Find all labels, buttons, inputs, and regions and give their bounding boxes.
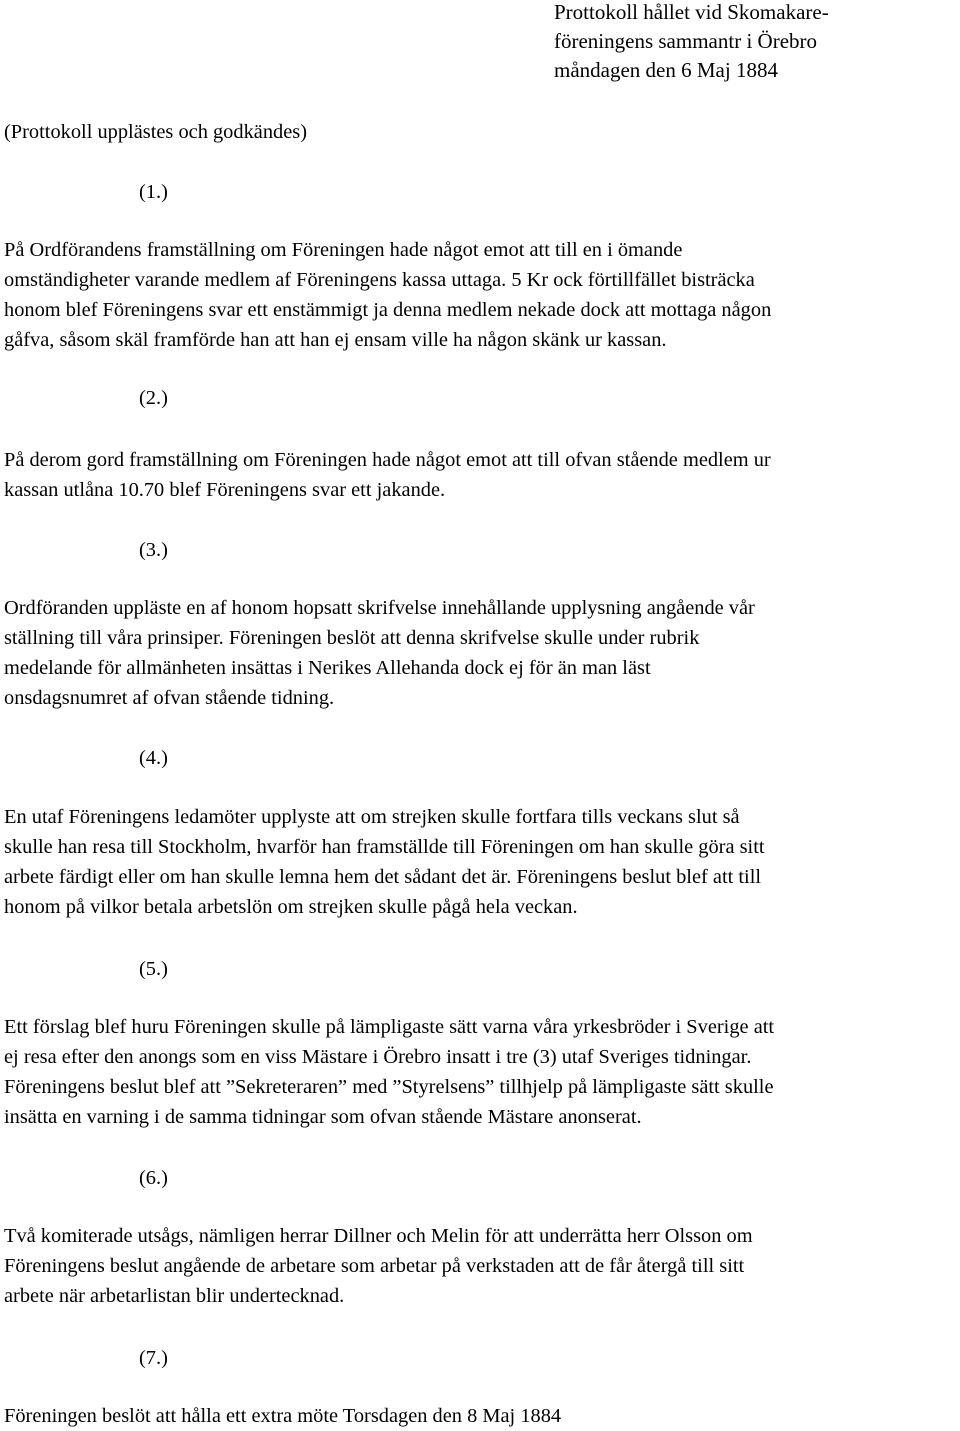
section-3-line-4: onsdagsnumret af ofvan stående tidning.	[4, 687, 335, 709]
section-text-7	[4, 1401, 958, 1431]
section-1-line-3: honom blef Föreningens svar ett enstämmigt ja denna medlem nekade dock att mottaga någon	[4, 299, 772, 321]
section-number-2: (2.)	[139, 387, 168, 409]
section-3-line-2: ställning till våra prinsiper. Föreningen beslöt att denna skrifvelse skulle under rubrik	[4, 627, 700, 649]
section-number-5: (5.)	[139, 958, 168, 980]
section-text-4	[4, 802, 958, 922]
header-line-3: måndagen den 6 Maj 1884	[554, 58, 778, 82]
section-number-4: (4.)	[139, 747, 168, 769]
section-number-1: (1.)	[139, 181, 168, 203]
section-5-line-3: Föreningens beslut blef att ”Sekreteraren” med ”Styrelsens” tillhjelp på lämpligaste sätt skulle	[4, 1076, 774, 1098]
section-4-line-3: arbete färdigt eller om han skulle lemna hem det sådant det är. Föreningens beslut blef att till	[4, 866, 762, 888]
section-text-6	[4, 1221, 958, 1311]
section-text-2	[4, 445, 958, 505]
section-2-line-2: kassan utlåna 10.70 blef Föreningens svar ett jakande.	[4, 479, 446, 501]
section-2-line-1: På derom gord framställning om Föreningen hade något emot att till ofvan stående medlem ur	[4, 449, 771, 471]
section-6-line-3: arbete när arbetarlistan blir undertecknad.	[4, 1285, 345, 1307]
intro-note: (Prottokoll upplästes och godkändes)	[4, 121, 307, 143]
section-5-line-4: insätta en varning i de samma tidningar som ofvan stående Mästare anonserat.	[4, 1106, 642, 1128]
document-header	[554, 0, 954, 85]
section-5-line-1: Ett förslag blef huru Föreningen skulle på lämpligaste sätt varna våra yrkesbröder i Sverige att	[4, 1016, 775, 1038]
section-5-line-2: ej resa efter den anongs som en viss Mästare i Örebro insatt i tre (3) utaf Sveriges tidningar.	[4, 1046, 752, 1068]
section-text-5	[4, 1012, 958, 1132]
section-6-line-2: Föreningens beslut angående de arbetare som arbetar på verkstaden att de får återgå till sitt	[4, 1255, 745, 1277]
section-3-line-3: medelande för allmänheten insättas i Nerikes Allehanda dock ej för än man läst	[4, 657, 651, 679]
section-7-line-1: Föreningen beslöt att hålla ett extra möte Torsdagen den 8 Maj 1884	[4, 1405, 562, 1427]
header-line-2: föreningens sammantr i Örebro	[554, 29, 818, 53]
section-number-7: (7.)	[139, 1347, 168, 1369]
section-6-line-1: Två komiterade utsågs, nämligen herrar Dillner och Melin för att underrätta herr Olsson om	[4, 1225, 753, 1247]
section-1-line-2: omständigheter varande medlem af Föreningens kassa uttaga. 5 Kr ock förtillfället bisträcka	[4, 269, 755, 291]
section-4-line-4: honom på vilkor betala arbetslön om strejken skulle pågå hela veckan.	[4, 896, 578, 918]
section-1-line-1: På Ordförandens framställning om Föreningen hade något emot att till en i ömande	[4, 239, 683, 261]
section-3-line-1: Ordföranden uppläste en af honom hopsatt skrifvelse innehållande upplysning angående vår	[4, 597, 755, 619]
section-4-line-1: En utaf Föreningens ledamöter upplyste att om strejken skulle fortfara tills veckans slut så	[4, 806, 740, 828]
section-1-line-4: gåfva, såsom skäl framförde han att han ej ensam ville ha någon skänk ur kassan.	[4, 329, 667, 351]
section-text-1	[4, 235, 958, 355]
section-number-6: (6.)	[139, 1167, 168, 1189]
section-4-line-2: skulle han resa till Stockholm, hvarför han framställde till Föreningen om han skulle göra sitt	[4, 836, 765, 858]
section-text-3	[4, 593, 958, 713]
section-number-3: (3.)	[139, 539, 168, 561]
header-line-1: Prottokoll hållet vid Skomakare-	[554, 0, 829, 24]
